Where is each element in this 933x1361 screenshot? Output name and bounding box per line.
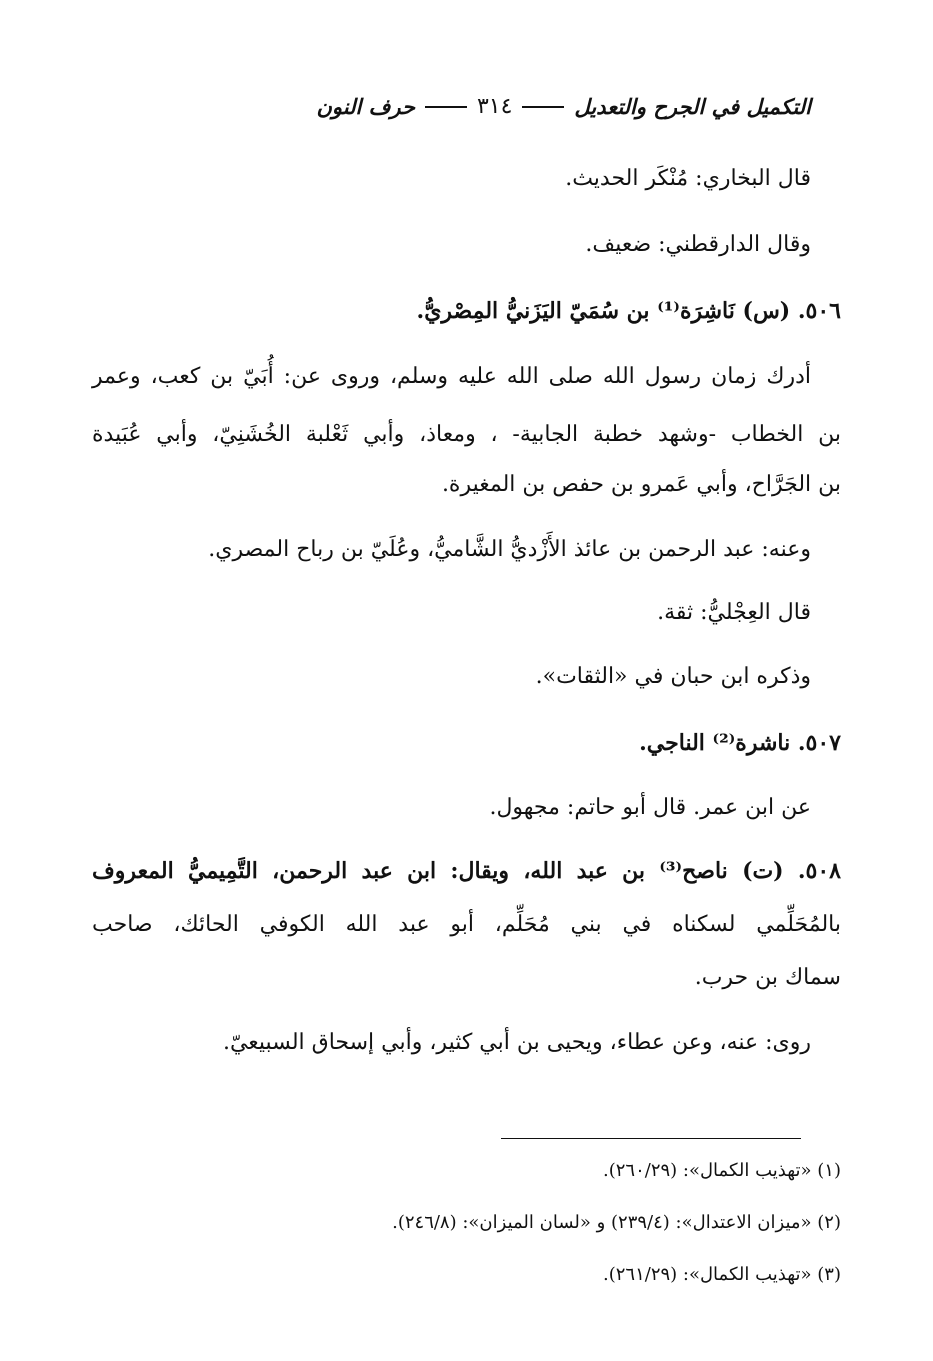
text-line: وقال الدارقطني: ضعيف. bbox=[585, 232, 811, 257]
text-line: أدرك زمان رسول الله صلى الله عليه وسلم، وروى عن: أُبَيّ بن كعب، وعمر bbox=[92, 364, 811, 389]
header-rule bbox=[425, 106, 467, 108]
text-line: بن الخطاب -وشهد خطبة الجابية- ، ومعاذ، وأبي ثَعْلبة الخُشَنِيّ، وأبي عُبَيدة bbox=[92, 422, 841, 447]
page-header bbox=[121, 94, 811, 119]
text-line: قال العِجْليُّ: ثقة. bbox=[657, 600, 811, 625]
text-line: وذكره ابن حبان في «الثقات». bbox=[535, 664, 811, 689]
page-number: ٣١٤ bbox=[476, 94, 513, 119]
entry-heading-508: ٥٠٨. (ت) ناصح⁽³⁾ بن عبد الله، ويقال: ابن عبد الرحمن، التَّمِيميُّ المعروف bbox=[92, 858, 841, 884]
text-line: وعنه: عبد الرحمن بن عائذ الأَزْديُّ الشَّاميُّ، وعُلَيّ بن رباح المصري. bbox=[208, 537, 811, 562]
header-rule bbox=[522, 106, 564, 108]
footnote: (١) «تهذيب الكمال»: (٢٦٠/٢٩). bbox=[603, 1160, 841, 1181]
footnote: (٣) «تهذيب الكمال»: (٢٦١/٢٩). bbox=[603, 1264, 841, 1285]
footnote-separator bbox=[501, 1138, 801, 1139]
footnote: (٢) «ميزان الاعتدال»: (٢٣٩/٤) و «لسان الميزان»: (٢٤٦/٨). bbox=[392, 1212, 841, 1233]
text-line: بالمُحَلِّمي لسكناه في بني مُحَلِّم، أبو عبد الله الكوفي الحائك، صاحب bbox=[92, 912, 841, 937]
entry-heading-507: ٥٠٧. ناشرة⁽²⁾ الناجي. bbox=[639, 730, 841, 756]
entry-heading-506: ٥٠٦. (س) نَاشِرَة⁽¹⁾ بن سُمَيّ اليَزَنيُّ المِصْريُّ. bbox=[416, 298, 841, 324]
text-line: روى: عنه، وعن عطاء، ويحيى بن أبي كثير، وأبي إسحاق السبيعيّ. bbox=[222, 1030, 811, 1055]
text-line: عن ابن عمر. قال أبو حاتم: مجهول. bbox=[489, 795, 811, 820]
text-line: قال البخاري: مُنْكَر الحديث. bbox=[565, 166, 811, 191]
book-title: التكميل في الجرح والتعديل bbox=[574, 94, 811, 119]
text-line: سماك بن حرب. bbox=[694, 965, 841, 990]
text-line: بن الجَرَّاح، وأبي عَمرو بن حفص بن المغيرة. bbox=[441, 472, 841, 497]
section-title: حرف النون bbox=[316, 94, 415, 119]
